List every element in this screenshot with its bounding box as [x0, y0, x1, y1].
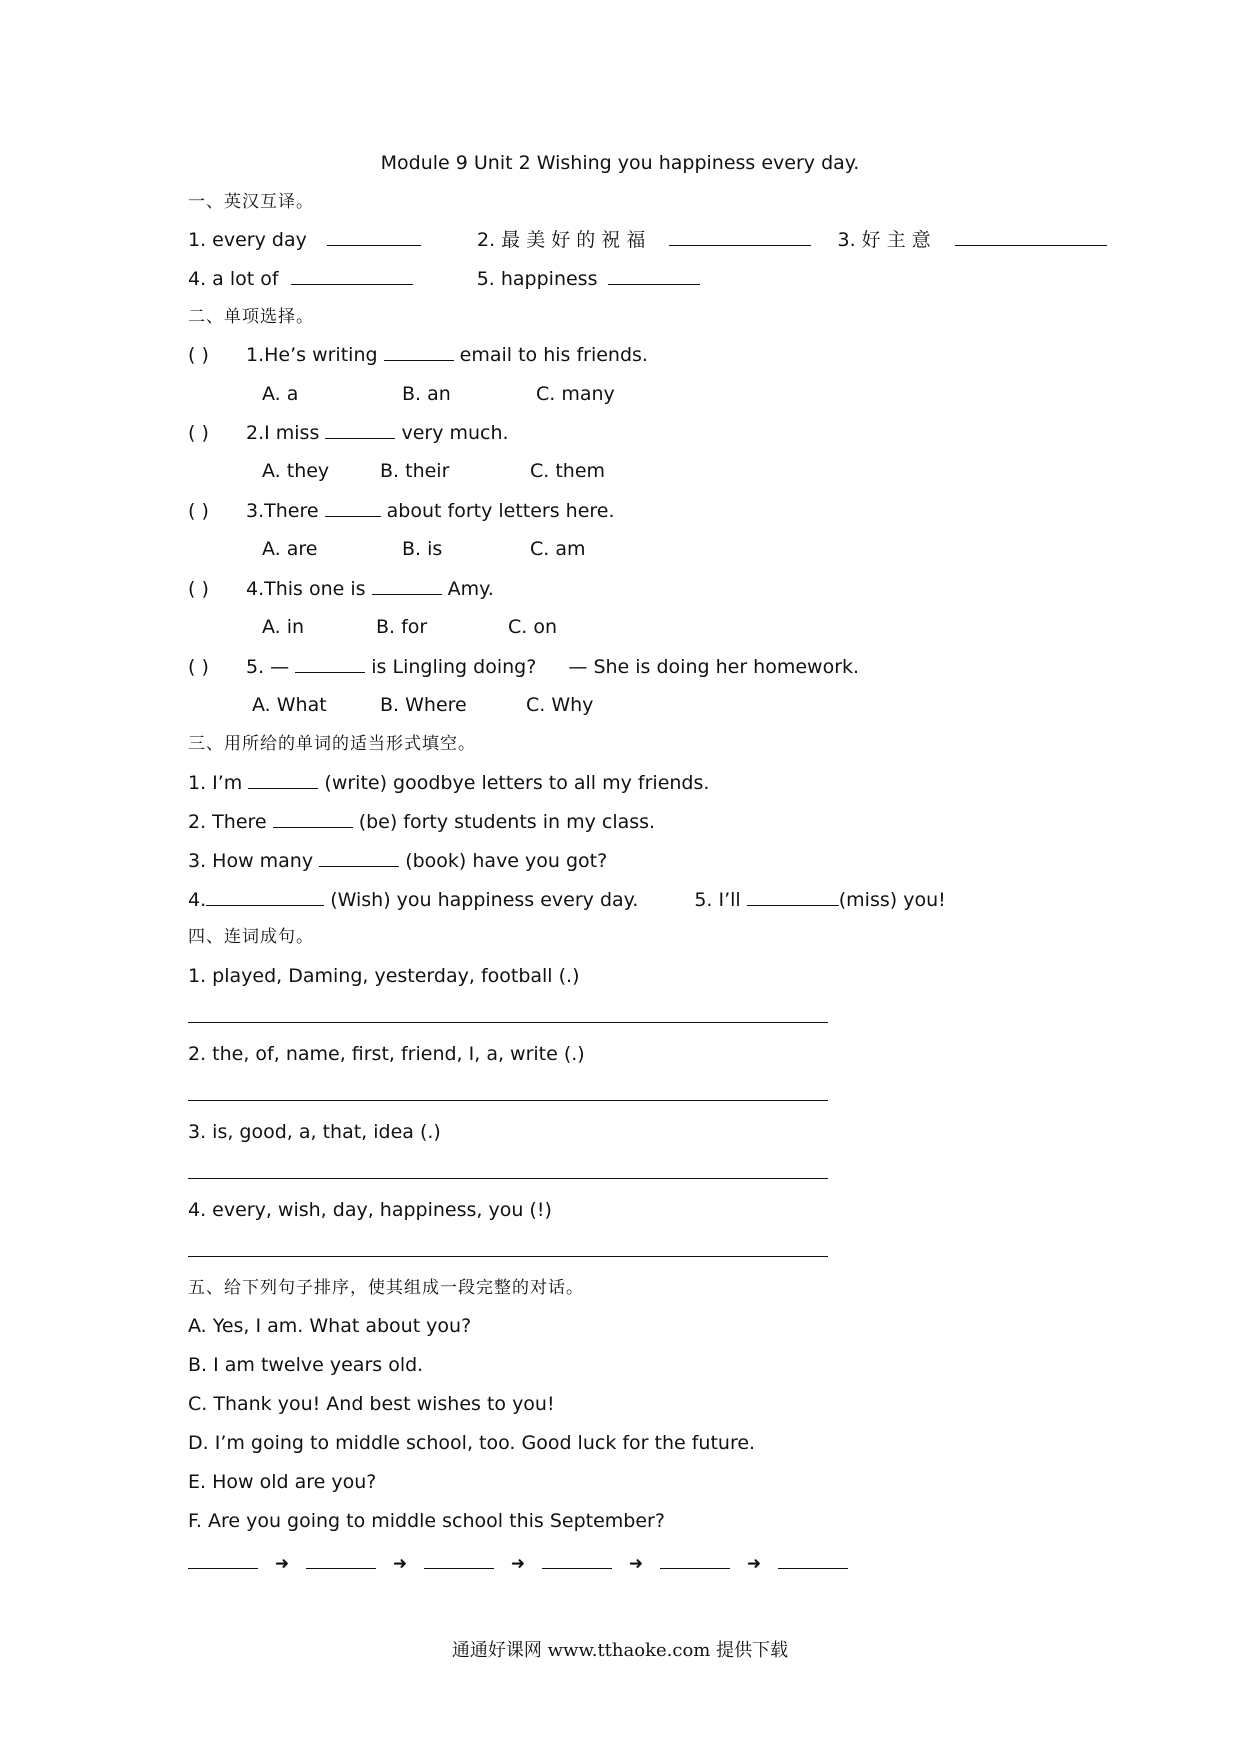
option-a: A. a — [262, 383, 299, 405]
option-c: C. Why — [526, 694, 594, 716]
dialogue-f: F. Are you going to middle school this September? — [188, 1510, 665, 1532]
question-answer-line: — She is doing her homework. — [568, 656, 860, 678]
answer-line[interactable] — [188, 1022, 828, 1023]
answer-parenthesis[interactable]: ( ) — [188, 656, 209, 678]
section-4-heading: 四、连词成句。 — [188, 927, 314, 947]
option-a: A. in — [262, 616, 305, 638]
question-stem: 2.I miss — [246, 422, 320, 444]
dialogue-a: A. Yes, I am. What about you? — [188, 1315, 472, 1337]
section-5-heading: 五、给下列句子排序，使其组成一段完整的对话。 — [188, 1278, 584, 1298]
answer-blank[interactable] — [778, 1550, 848, 1569]
fill-item-4 — [188, 887, 946, 912]
answer-parenthesis[interactable]: ( ) — [188, 422, 209, 444]
answer-blank[interactable] — [424, 1550, 494, 1569]
question-stem: Amy. — [447, 578, 494, 600]
option-a: A. are — [262, 538, 318, 560]
dialogue-d: D. I’m going to middle school, too. Good luck for the future. — [188, 1432, 756, 1454]
dialogue-b: B. I am twelve years old. — [188, 1354, 424, 1376]
fill-stem: (Wish) you happiness every day. — [330, 889, 639, 911]
page-footer: 通通好课网 www.tthaoke.com 提供下载 — [451, 1640, 789, 1661]
order-prompt-4: 4. every, wish, day, happiness, you (!) — [188, 1199, 552, 1221]
fill-stem: 4. — [188, 889, 207, 911]
answer-blank[interactable] — [291, 266, 413, 285]
question-stem: 3.There — [246, 500, 319, 522]
answer-parenthesis[interactable]: ( ) — [188, 578, 209, 600]
choice-question-4 — [188, 576, 494, 601]
page-title: Module 9 Unit 2 Wishing you happiness every day. — [380, 152, 860, 174]
arrow-right-icon: ➜ — [746, 1554, 762, 1574]
arrow-right-icon: ➜ — [274, 1554, 290, 1574]
answer-blank[interactable] — [273, 809, 353, 828]
answer-blank[interactable] — [608, 266, 700, 285]
translate-item-2: 2. 最 美 好 的 祝 福 — [476, 229, 646, 251]
answer-blank[interactable] — [325, 420, 395, 439]
answer-line[interactable] — [188, 1178, 828, 1179]
fill-stem: 1. I’m — [188, 772, 243, 794]
answer-blank[interactable] — [206, 887, 324, 906]
fill-stem: (write) goodbye letters to all my friends. — [324, 772, 710, 794]
fill-stem: (miss) you! — [838, 889, 946, 911]
fill-stem: (be) forty students in my class. — [358, 811, 656, 833]
fill-stem: 5. I’ll — [694, 889, 741, 911]
choice-question-2 — [188, 420, 509, 445]
dialogue-c: C. Thank you! And best wishes to you! — [188, 1393, 555, 1415]
option-b: B. is — [402, 538, 443, 560]
option-c: C. am — [530, 538, 586, 560]
fill-stem: 2. There — [188, 811, 267, 833]
answer-blank[interactable] — [384, 342, 454, 361]
translate-row-2 — [188, 266, 700, 291]
answer-blank[interactable] — [325, 498, 381, 517]
arrow-right-icon: ➜ — [628, 1554, 644, 1574]
answer-parenthesis[interactable]: ( ) — [188, 344, 209, 366]
question-stem: 1.He’s writing — [246, 344, 378, 366]
question-stem: about forty letters here. — [386, 500, 615, 522]
choice-question-1 — [188, 342, 648, 367]
dialogue-e: E. How old are you? — [188, 1471, 377, 1493]
answer-blank[interactable] — [660, 1550, 730, 1569]
answer-blank[interactable] — [248, 770, 318, 789]
translate-item-5: 5. happiness — [476, 268, 598, 290]
question-stem: 4.This one is — [246, 578, 366, 600]
section-2-heading: 二、单项选择。 — [188, 307, 314, 327]
fill-item-3 — [188, 848, 607, 873]
translate-item-1: 1. every day — [188, 229, 307, 251]
answer-blank[interactable] — [295, 654, 365, 673]
option-b: B. Where — [380, 694, 467, 716]
answer-line[interactable] — [188, 1256, 828, 1257]
arrow-right-icon: ➜ — [392, 1554, 408, 1574]
answer-blank[interactable] — [747, 887, 839, 906]
ordering-answer-row — [188, 1550, 848, 1576]
option-a: A. they — [262, 460, 330, 482]
section-3-heading: 三、用所给的单词的适当形式填空。 — [188, 734, 476, 754]
answer-blank[interactable] — [955, 227, 1107, 246]
question-stem: email to his friends. — [459, 344, 648, 366]
choice-question-5 — [188, 654, 859, 679]
translate-item-4: 4. a lot of — [188, 268, 279, 290]
answer-blank[interactable] — [669, 227, 811, 246]
fill-item-1 — [188, 770, 709, 795]
translate-item-3: 3. 好 主 意 — [837, 229, 931, 251]
option-c: C. on — [508, 616, 558, 638]
answer-blank[interactable] — [188, 1550, 258, 1569]
option-b: B. an — [402, 383, 451, 405]
question-stem: 5. — — [246, 656, 290, 678]
answer-blank[interactable] — [372, 576, 442, 595]
option-c: C. them — [530, 460, 606, 482]
answer-line[interactable] — [188, 1100, 828, 1101]
choice-question-3 — [188, 498, 615, 523]
answer-blank[interactable] — [327, 227, 421, 246]
option-b: B. for — [376, 616, 428, 638]
question-stem: is Lingling doing? — [371, 656, 537, 678]
answer-blank[interactable] — [306, 1550, 376, 1569]
fill-stem: 3. How many — [188, 850, 314, 872]
answer-blank[interactable] — [542, 1550, 612, 1569]
order-prompt-2: 2. the, of, name, first, friend, I, a, write (.) — [188, 1043, 585, 1065]
answer-parenthesis[interactable]: ( ) — [188, 500, 209, 522]
order-prompt-1: 1. played, Daming, yesterday, football (.) — [188, 965, 580, 987]
question-stem: very much. — [401, 422, 509, 444]
fill-item-2 — [188, 809, 655, 834]
arrow-right-icon: ➜ — [510, 1554, 526, 1574]
section-1-heading: 一、英汉互译。 — [188, 192, 314, 212]
option-b: B. their — [380, 460, 450, 482]
answer-blank[interactable] — [319, 848, 399, 867]
fill-stem: (book) have you got? — [405, 850, 608, 872]
option-a: A. What — [252, 694, 327, 716]
order-prompt-3: 3. is, good, a, that, idea (.) — [188, 1121, 441, 1143]
option-c: C. many — [536, 383, 615, 405]
translate-row-1 — [188, 227, 1107, 252]
